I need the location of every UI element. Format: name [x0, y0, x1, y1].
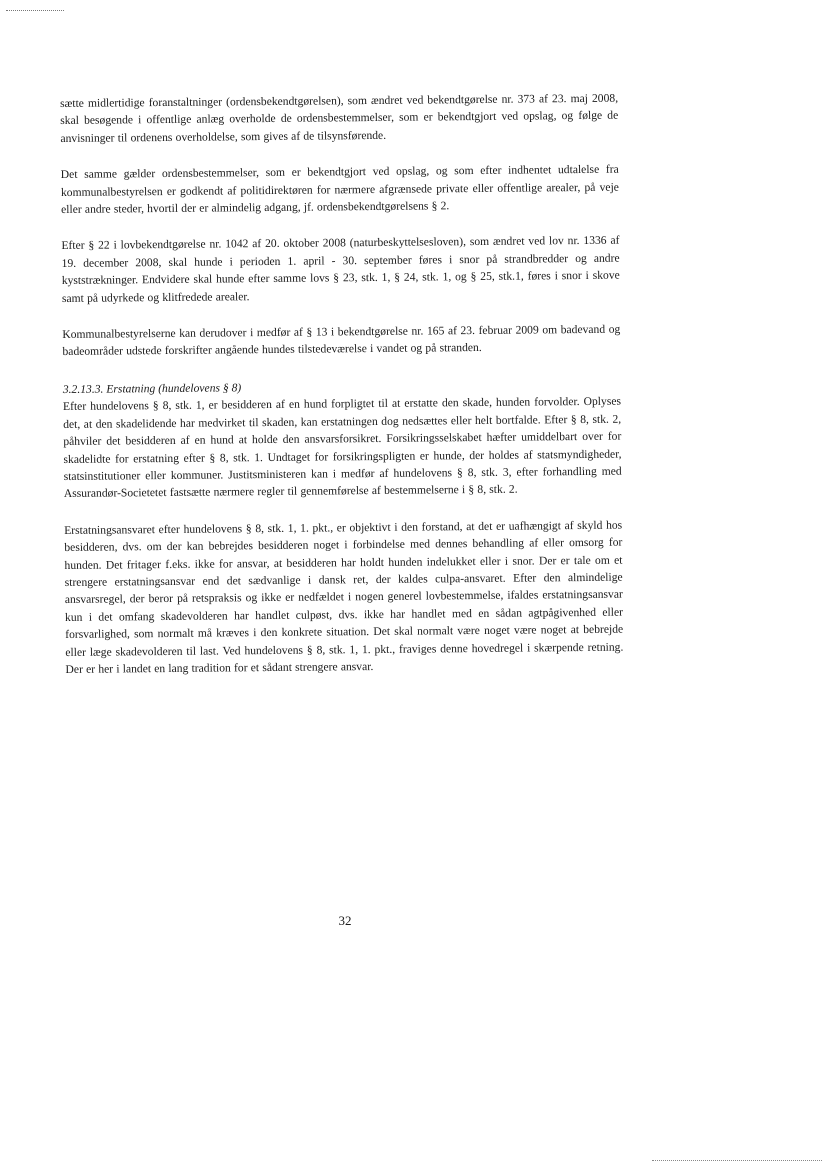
section-heading: 3.2.13.3. Erstatning (hundelovens § 8) [62, 381, 242, 396]
section-paragraph: Erstatningsansvaret efter hundelovens § 8, stk. 1, 1. pkt., er objektivt i den forstand, at det er uafhængigt af skyld hos besidderen, dvs. om der kan bebrejdes besidderen noget i forbindelse med dennes behandling af eller omsorg for hunden. Det fritager f.eks. ikke for ansvar, at besidderen har holdt hunden indelukket eller i snor. Der er tale om et strengere erstatningsansvar end det sædvanlige i dansk ret, der kaldes culpa-ansvaret. Efter den almindelige ansvarsregel, der beror på retspraksis og ikke er nedfældet i nogen generel lovbestemmelse, ifaldes erstatningsansvar kun i det omfang skadevolderen har handlet culpøst, dvs. ikke har handlet med en sådan agtpågivenhed eller forsvarlighed, som normalt må kræves i den konkrete situation. Det skal normalt være noget være noget at bebrejde eller læge skadevolderen til last. Ved hundelovens § 8, stk. 1, 1. pkt., fraviges denne hovedregel i skærpende retning. Der er her i landet en lang tradition for et sådant strengere ansvar. [64, 518, 624, 676]
body-paragraph: Efter § 22 i lovbekendtgørelse nr. 1042 af 20. oktober 2008 (naturbeskyttelsesloven), som ændret ved lov nr. 1336 af 19. december 2008, skal hunde i perioden 1. april - 30. september føres i snor på strandbredder og andre kyststrækninger. Endvidere skal hunde efter samme lovs § 23, stk. 1, § 24, stk. 1, og § 25, stk.1, føres i snor i skove samt på udyrkede og klitfredede arealer. [61, 234, 620, 305]
body-paragraph: Det samme gælder ordensbestemmelser, som er bekendtgjort ved opslag, og som efter indhentet udtalelse fra kommunalbestyrelsen er godkendt af politidirektøren for nærmere afgrænsede private eller offentlige arealer, på veje eller andre steder, hvortil der er almindelig adgang, jf. ordensbekendtgørelsens § 2. [60, 162, 619, 217]
page-number: 32 [338, 913, 352, 928]
scan-artifact-bottom [652, 1160, 822, 1161]
body-paragraph: Kommunalbestyrelserne kan derudover i medfør af § 13 i bekendtgørelse nr. 165 af 23. februar 2009 om badevand og badeområder udstede forskrifter angående hundes tilstedeværelse i vandet og på stranden. [62, 322, 621, 359]
scan-artifact-top [6, 10, 64, 11]
body-paragraph: sætte midlertidige foranstaltninger (ordensbekendtgørelsen), som ændret ved bekendtgørelse nr. 373 af 23. maj 2008, skal besøgende i offentlige anlæg overholde de ordensbestemmelser, som er bekendtgjort ved opslag, og følge de anvisninger til ordenens overholdelse, som gives af de tilsynsførende. [60, 91, 619, 145]
section-paragraph: Efter hundelovens § 8, stk. 1, er besidderen af en hund forpligtet til at erstatte den skade, hunden forvolder. Oplyses det, at den skadelidende har medvirket til skaden, kan erstatningen dog nedsættes eller helt bortfalde. Efter § 8, stk. 2, påhviler det besidderen af en hund at holde den ansvarsforsikret. Forsikringsselskabet hæfter umiddelbart over for skadelidte for erstatning efter § 8, stk. 1. Undtaget for forsikringspligten er hunde, der holdes af statsmyndigheder, statsinstitutioner eller kommuner. Justitsministeren kan i medfør af hundelovens § 8, stk. 3, efter forhandling med Assurandør-Societetet fastsætte nærmere regler til gennemførelse af bestemmelserne i § 8, stk. 2. [62, 394, 622, 501]
document-body [60, 90, 624, 679]
